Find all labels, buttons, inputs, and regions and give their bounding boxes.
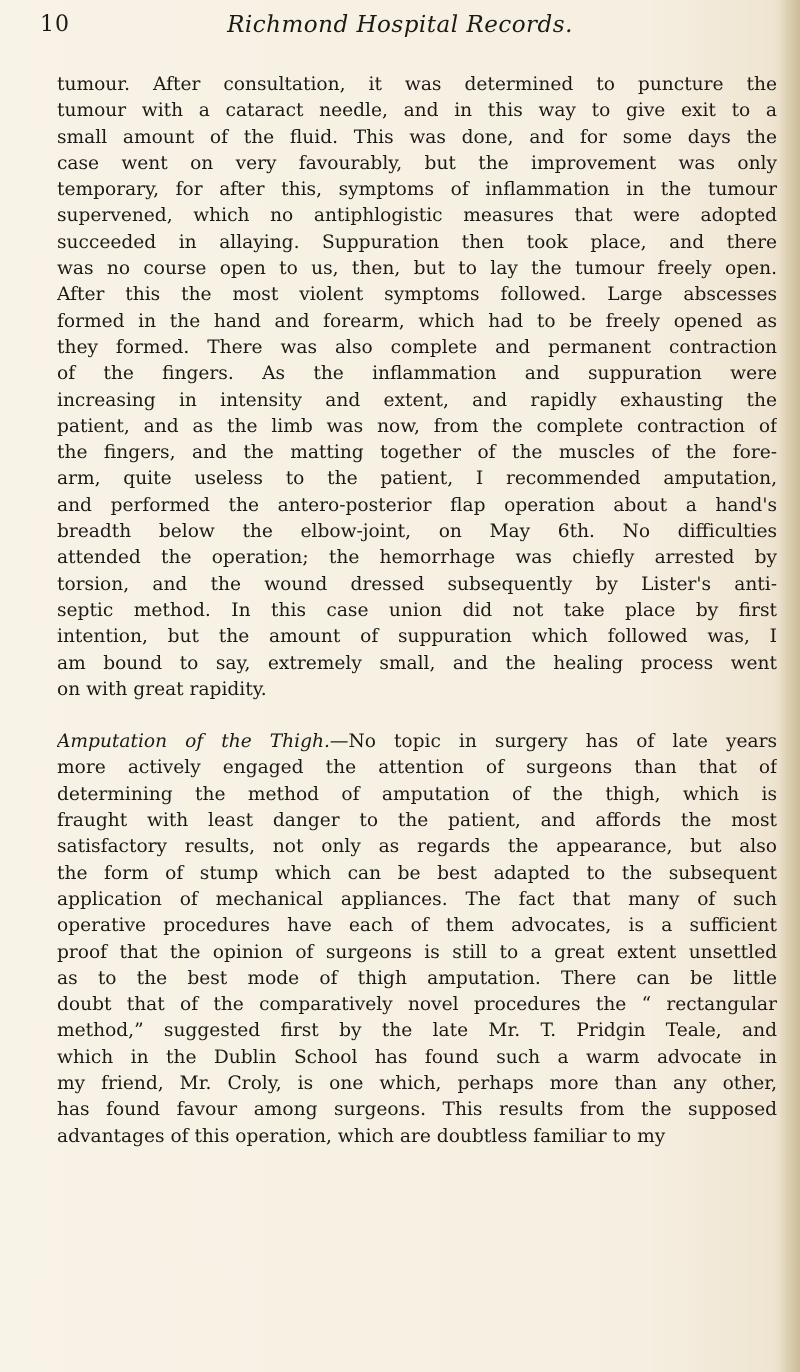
paragraph-line: case went on very favourably, but the improvement was only	[57, 152, 777, 174]
paragraph-line: doubt that of the comparatively novel procedures the “ rectangular	[57, 994, 777, 1016]
page-number: 10	[40, 12, 70, 37]
paragraph-line: and performed the antero-posterior flap operation about a hand's	[57, 494, 777, 516]
paragraph-line: formed in the hand and forearm, which had to be freely opened as	[57, 310, 777, 332]
heading-continuation: —No topic in surgery has of late years	[329, 731, 777, 753]
paragraph-line: the form of stump which can be best adapted to the subsequent	[57, 862, 777, 884]
paragraph-line: was no course open to us, then, but to lay the tumour freely open.	[57, 258, 777, 280]
paragraph-line: on with great rapidity.	[57, 678, 267, 700]
running-head: Richmond Hospital Records.	[227, 12, 573, 38]
paragraph-line: fraught with least danger to the patient, and affords the most	[57, 810, 777, 832]
paragraph-line: advantages of this operation, which are doubtless familiar to my	[57, 1125, 666, 1147]
paragraph-line: attended the operation; the hemorrhage was chiefly arrested by	[57, 547, 777, 569]
paragraph-line: intention, but the amount of suppuration which followed was, I	[57, 626, 777, 648]
paragraph-line: has found favour among surgeons. This results from the supposed	[57, 1099, 777, 1121]
paragraph-line: arm, quite useless to the patient, I recommended amputation,	[57, 468, 777, 490]
paragraph-line: operative procedures have each of them advocates, is a sufficient	[57, 915, 777, 937]
paragraph-line: increasing in intensity and extent, and rapidly exhausting the	[57, 389, 777, 411]
paragraph-line: breadth below the elbow-joint, on May 6th. No difficulties	[57, 521, 777, 543]
paragraph-line: tumour with a cataract needle, and in this way to give exit to a	[57, 100, 777, 122]
paragraph-line: After this the most violent symptoms followed. Large abscesses	[57, 284, 777, 306]
paragraph-line: am bound to say, extremely small, and the healing process went	[57, 652, 777, 674]
paragraph-line: my friend, Mr. Croly, is one which, perhaps more than any other,	[57, 1072, 777, 1094]
paragraph-line: method,” suggested first by the late Mr. T. Pridgin Teale, and	[57, 1020, 777, 1042]
paragraph-line: they formed. There was also complete and permanent contraction	[57, 336, 777, 358]
paragraph-line: as to the best mode of thigh amputation. There can be little	[57, 967, 777, 989]
paragraph-1	[57, 72, 777, 703]
paragraph-2	[57, 729, 777, 1150]
paragraph-line: succeeded in allaying. Suppuration then took place, and there	[57, 231, 777, 253]
paragraph-line: supervened, which no antiphlogistic measures that were adopted	[57, 205, 777, 227]
paragraph-line: small amount of the fluid. This was done, and for some days the	[57, 126, 777, 148]
paragraph-line: proof that the opinion of surgeons is still to a great extent unsettled	[57, 941, 777, 963]
paragraph-line: tumour. After consultation, it was determined to puncture the	[57, 74, 777, 95]
paragraph-line: more actively engaged the attention of surgeons than that of	[57, 757, 777, 779]
paragraph-line: septic method. In this case union did not take place by first	[57, 599, 777, 621]
page-header	[0, 0, 800, 60]
paragraph-line: patient, and as the limb was now, from the complete contraction of	[57, 415, 777, 437]
paragraph-line: torsion, and the wound dressed subsequently by Lister's anti-	[57, 573, 777, 595]
paragraph-line: which in the Dublin School has found such a warm advocate in	[57, 1046, 777, 1068]
page-edge-shadow	[778, 0, 800, 1372]
paragraph-line: temporary, for after this, symptoms of inflammation in the tumour	[57, 179, 777, 201]
body-text	[57, 72, 777, 1150]
paragraph-line: satisfactory results, not only as regards the appearance, but also	[57, 836, 777, 858]
section-heading: Amputation of the Thigh.	[57, 731, 330, 753]
paragraph-line: determining the method of amputation of the thigh, which is	[57, 783, 777, 805]
paragraph-line: of the fingers. As the inflammation and suppuration were	[57, 363, 777, 385]
paragraph-line: the fingers, and the matting together of the muscles of the fore-	[57, 442, 777, 464]
paragraph-line: application of mechanical appliances. The fact that many of such	[57, 888, 777, 910]
paragraph-line	[57, 729, 777, 755]
